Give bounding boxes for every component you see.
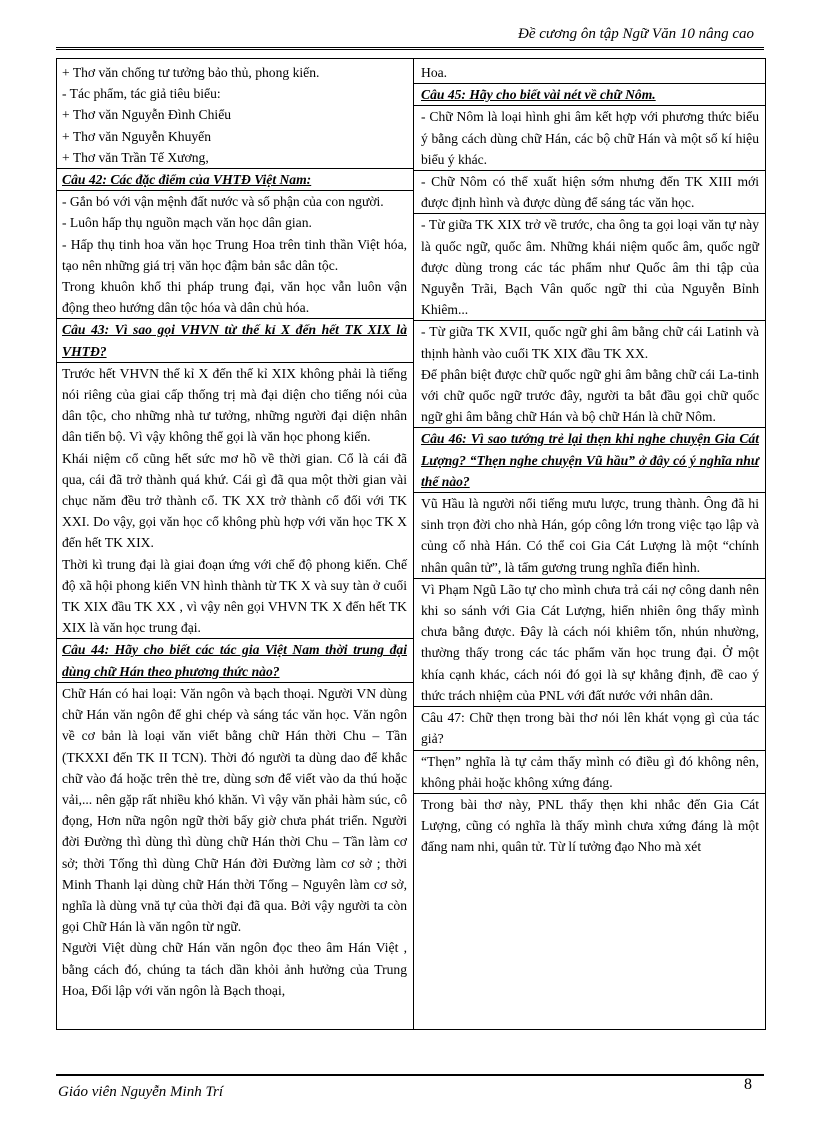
question-heading-45: Câu 45: Hãy cho biết vài nét về chữ Nôm.: [414, 83, 765, 105]
question-heading-43: Câu 43: Vì sao gọi VHVN từ thế kỉ X đến hết TK XIX là VHTĐ?: [57, 318, 413, 361]
paragraph: Để phân biệt được chữ quốc ngữ ghi âm bằng chữ cái La-tinh với chữ quốc ngữ trước đây, người ta bắt đầu gọi chữ quốc ngữ ghi âm bằng chữ Hán và bộ chữ Hán là chữ Nôm.: [421, 366, 759, 425]
paragraph: Vũ Hầu là người nổi tiếng mưu lược, trung thành. Ông đã hi sinh trọn đời cho nhà Hán, góp công lớn trong việc tạo lập và củng cố nhà Hán. Có thể coi Gia Cát Lượng là một “chính nhân quân tử”, là tấm gương trung nghĩa điển hình.: [414, 492, 765, 578]
paragraph: Vì Phạm Ngũ Lão tự cho mình chưa trả cái nợ công danh nên khi so sánh với Gia Cát Lượng, hiển nhiên ông thấy mình chưa bằng được. Đây là cách nói khiêm tốn, nhún nhường, thường thấy trong các tác phẩm văn học trung đại. Ở một khía cạnh khác, cách nói đó gọi là sự khẳng định, đề cao ý thức trách nhiệm của PNL với đất nước với nhân dân.: [414, 578, 765, 706]
paragraph: + Thơ văn chống tư tưởng bảo thủ, phong kiến.: [62, 65, 320, 80]
paragraph: Trước hết VHVN thế kỉ X đến thế kỉ XIX không phải là tiếng nói riêng của giai cấp thống trị mà đại diện cho tiếng nói của dân tộc, cho những nhà tư tưởng, những người đại diện nhân dân tiến bộ. Vì vậy không thể gọi là văn học phong kiến.: [57, 362, 413, 448]
paragraph: Khái niệm cổ cũng hết sức mơ hồ về thời gian. Cổ là cái đã qua, cái đã trở thành quá khứ. Cái gì đã qua một thời gian vài chục năm đều trở thành cổ. TK XX trở thành cổ đối với TK XXI. Do vậy, gọi văn học cổ không phù hợp với văn học TK X đến hết TK XIX.: [62, 450, 407, 551]
question-heading-42: Câu 42: Các đặc điểm của VHTĐ Việt Nam:: [57, 168, 413, 190]
paragraph: Trong bài thơ này, PNL thấy thẹn khi nhắc đến Gia Cát Lượng, cũng có nghĩa là thấy mình chưa xứng đáng là một đấng nam nhi, quân tử. Từ lí tưởng đạo Nho mà xét: [414, 793, 765, 858]
left-column: [57, 59, 413, 1029]
question-heading-44: Câu 44: Hãy cho biết các tác gia Việt Nam thời trung đại dùng chữ Hán theo phương thức nào?: [57, 638, 413, 681]
page-header-title: Đề cương ôn tập Ngữ Văn 10 nâng cao: [517, 26, 754, 42]
question-heading-46: Câu 46: Vì sao tướng trẻ lại thẹn khi nghe chuyện Gia Cát Lượng? “Thẹn nghe chuyện Vũ hầu” ở đây có ý nghĩa như thế nào?: [414, 427, 765, 492]
paragraph: “Thẹn” nghĩa là tự cảm thấy mình có điều gì đó không nên, không phải hoặc không xứng đáng.: [414, 750, 765, 793]
content-table: [56, 58, 766, 1030]
page-number: 8: [744, 1076, 752, 1093]
right-column: [413, 59, 765, 1029]
paragraph: + Thơ văn Nguyễn Đình Chiểu: [62, 107, 232, 123]
paragraph: - Gắn bó với vận mệnh đất nước và số phận của con người.: [57, 190, 413, 212]
footer-rule: [56, 1074, 764, 1076]
paragraph: - Chữ Nôm có thể xuất hiện sớm nhưng đến TK XIII mới được định hình và được dùng để sáng tác văn học.: [414, 170, 765, 213]
paragraph: - Hấp thụ tinh hoa văn học Trung Hoa trên tinh thần Việt hóa, tạo nên những giá trị văn học đậm bản sắc dân tộc.: [62, 236, 407, 273]
paragraph: Hoa.: [421, 65, 448, 80]
paragraph: - Tác phẩm, tác giả tiêu biểu:: [62, 86, 221, 102]
paragraph: - Từ giữa TK XVII, quốc ngữ ghi âm bằng chữ cái Latinh và thịnh hành vào cuối TK XIX đầu TK XX.: [414, 320, 765, 363]
header-rule: [56, 47, 764, 50]
paragraph: + Thơ văn Nguyễn Khuyến: [62, 128, 212, 144]
question-47: Câu 47: Chữ thẹn trong bài thơ nói lên khát vọng gì của tác giả?: [414, 706, 765, 749]
paragraph: + Thơ văn Trần Tế Xương,: [62, 149, 209, 165]
paragraph: Trong khuôn khổ thi pháp trung đại, văn học vẫn luôn vận động theo hướng dân tộc hóa và dân chủ hóa.: [62, 279, 407, 316]
paragraph: - Luôn hấp thụ nguồn mạch văn học dân gian.: [62, 215, 312, 231]
paragraph: Chữ Hán có hai loại: Văn ngôn và bạch thoại. Người VN dùng chữ Hán văn ngôn để ghi chép và sáng tác văn học. Văn ngôn về cơ bản là loại văn viết bằng chữ Hán thời Chu – Tần (TKXXI đến TK II TCN). Thời đó người ta dùng dao để khắc chữ vào đá hoặc trên thẻ tre, dùng sơn để viết vào da thú hoặc vải,... nên gặp rất nhiều khó khăn. Vì vậy văn phải hàm súc, cô đọng, Hơn nữa ngôn ngữ thời bấy giờ chưa phát triển. Người đời Đường thì dùng thì dùng chữ Hán thời Chu – Tần làm cơ sở; thời Tống thì dùng Chữ Hán đời Đường làm cơ sở ; thời Minh Thanh lại dùng chữ Hán thời Tống – Nguyên làm cơ sở, nghĩa là dùng vnă tự của thời đại đã qua. Bởi vậy người ta còn gọi Chữ Hán là văn ngôn từ ngữ.: [57, 682, 413, 937]
paragraph: Người Việt dùng chữ Hán văn ngôn đọc theo âm Hán Việt , bằng cách đó, chúng ta tách dần khỏi ảnh hưởng của Trung Hoa, Đối lập với văn ngôn là Bạch thoại,: [62, 940, 407, 998]
footer-teacher: Giáo viên Nguyễn Minh Trí: [58, 1084, 223, 1100]
paragraph: Thời kì trung đại là giai đoạn ứng với chế độ phong kiến. Chế độ xã hội phong kiến VN hình thành từ TK X và suy tàn ở cuối TK XIX đầu TK XX , vì vậy nên gọi VHVN TK X đến hết TK XIX là văn học trung đại.: [62, 556, 407, 636]
paragraph: - Chữ Nôm là loại hình ghi âm kết hợp với phương thức biểu ý bằng cách dùng chữ Hán, các bộ chữ Hán và một số kí hiệu biểu ý khác.: [414, 105, 765, 170]
paragraph: - Từ giữa TK XIX trở về trước, cha ông ta gọi loại văn tự này là quốc ngữ, quốc âm. Những khái niệm quốc âm, quốc ngữ được dùng trong các tác phẩm như Quốc âm thi tập của Nguyễn Trãi, Bạch Vân quốc ngữ thi của Nguyễn Bỉnh Khiêm...: [414, 213, 765, 320]
